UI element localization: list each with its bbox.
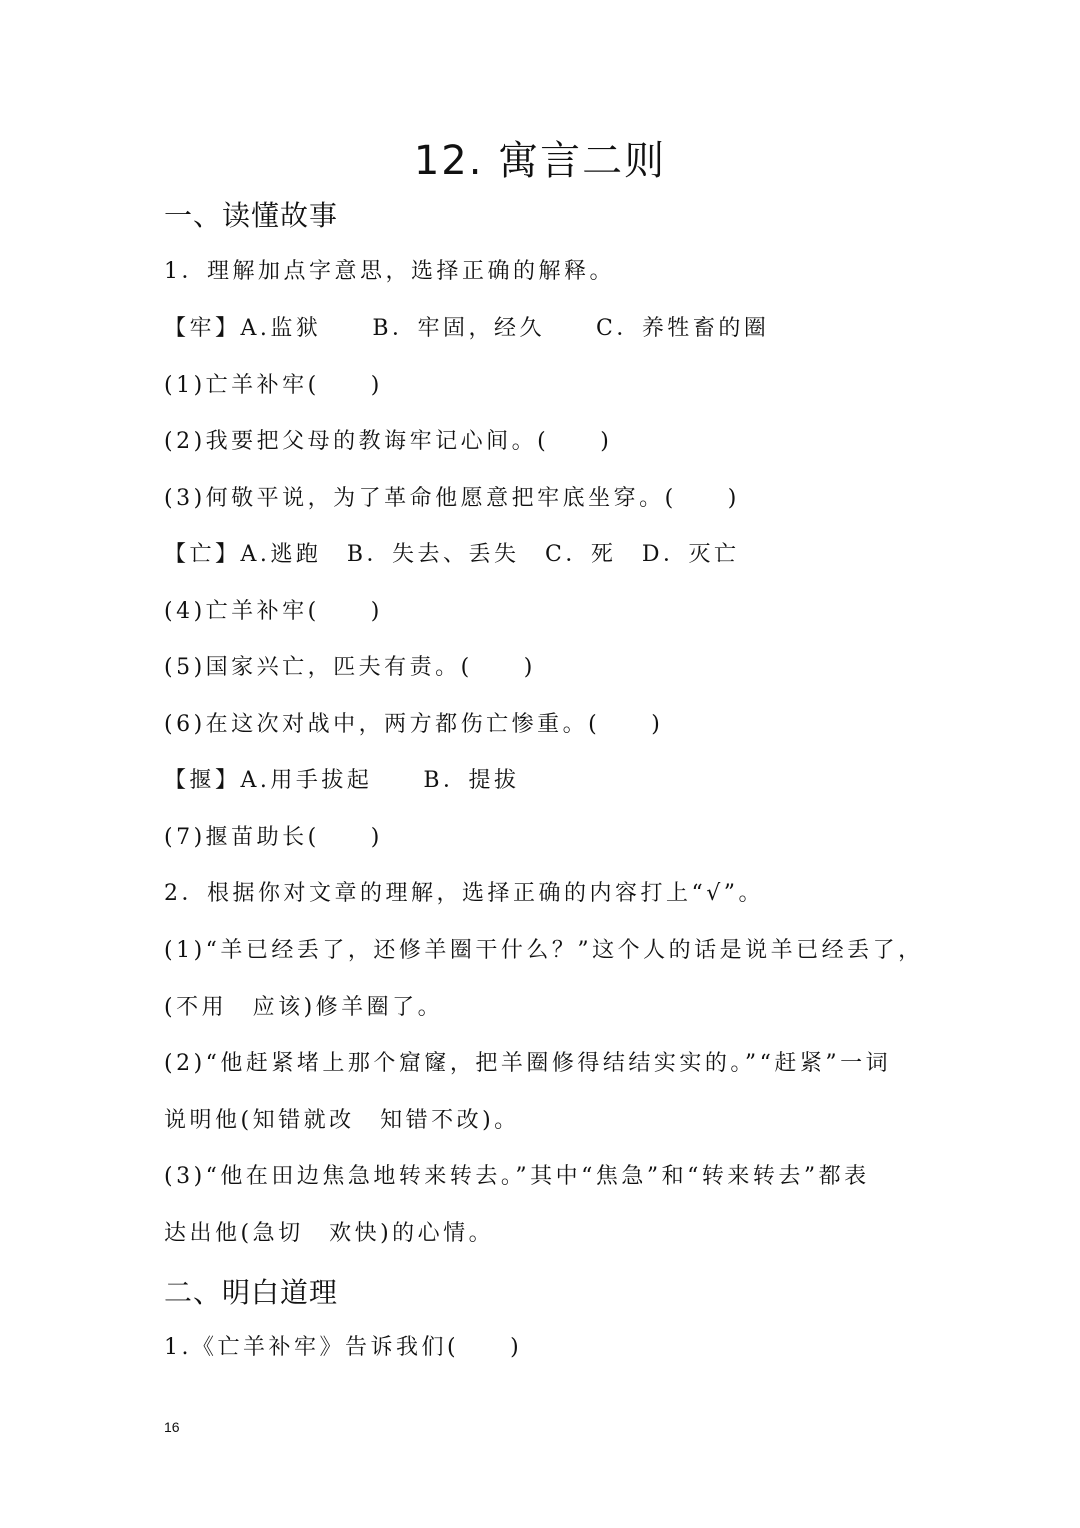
question-1-prompt: 1．理解加点字意思，选择正确的解释。 [164, 259, 615, 284]
q2-item-1-line-1: (1)“羊已经丢了，还修羊圈干什么？”这个人的话是说羊已经丢了， [164, 938, 924, 963]
option-line-lao: 【牢】A.监狱 B．牢固，经久 C．养牲畜的圈 [164, 316, 770, 341]
section-heading-understand-moral: 二、明白道理 [164, 1276, 339, 1309]
section-heading-read-story: 一、读懂故事 [164, 199, 339, 232]
option-line-ya: 【揠】A.用手拔起 B．提拔 [164, 768, 520, 793]
section-2-question-1: 1.《亡羊补牢》告诉我们( ) [164, 1335, 523, 1360]
q2-item-3-line-1: (3)“他在田边焦急地转来转去。”其中“焦急”和“转来转去”都表 [164, 1164, 870, 1189]
item-4: (4)亡羊补牢( ) [164, 599, 383, 624]
question-2-prompt: 2．根据你对文章的理解，选择正确的内容打上“√”。 [164, 881, 765, 906]
q2-item-1-line-2: (不用 应该)修羊圈了。 [164, 995, 444, 1020]
q2-item-3-line-2: 达出他(急切 欢快)的心情。 [164, 1221, 495, 1246]
item-6: (6)在这次对战中，两方都伤亡惨重。( ) [164, 712, 664, 737]
q2-item-2-line-2: 说明他(知错就改 知错不改)。 [164, 1108, 520, 1133]
item-3: (3)何敬平说，为了革命他愿意把牢底坐穿。( ) [164, 486, 740, 511]
item-5: (5)国家兴亡，匹夫有责。( ) [164, 655, 536, 680]
q2-item-2-line-1: (2)“他赶紧堵上那个窟窿，把羊圈修得结结实实的。”“赶紧”一词 [164, 1051, 892, 1076]
page-title: 12. 寓言二则 [413, 138, 667, 184]
item-1: (1)亡羊补牢( ) [164, 373, 383, 398]
option-line-wang: 【亡】A.逃跑 B．失去、丢失 C．死 D．灭亡 [164, 542, 740, 567]
item-7: (7)揠苗助长( ) [164, 825, 383, 850]
item-2: (2)我要把父母的教诲牢记心间。( ) [164, 429, 613, 454]
page-number: 16 [164, 1419, 180, 1435]
